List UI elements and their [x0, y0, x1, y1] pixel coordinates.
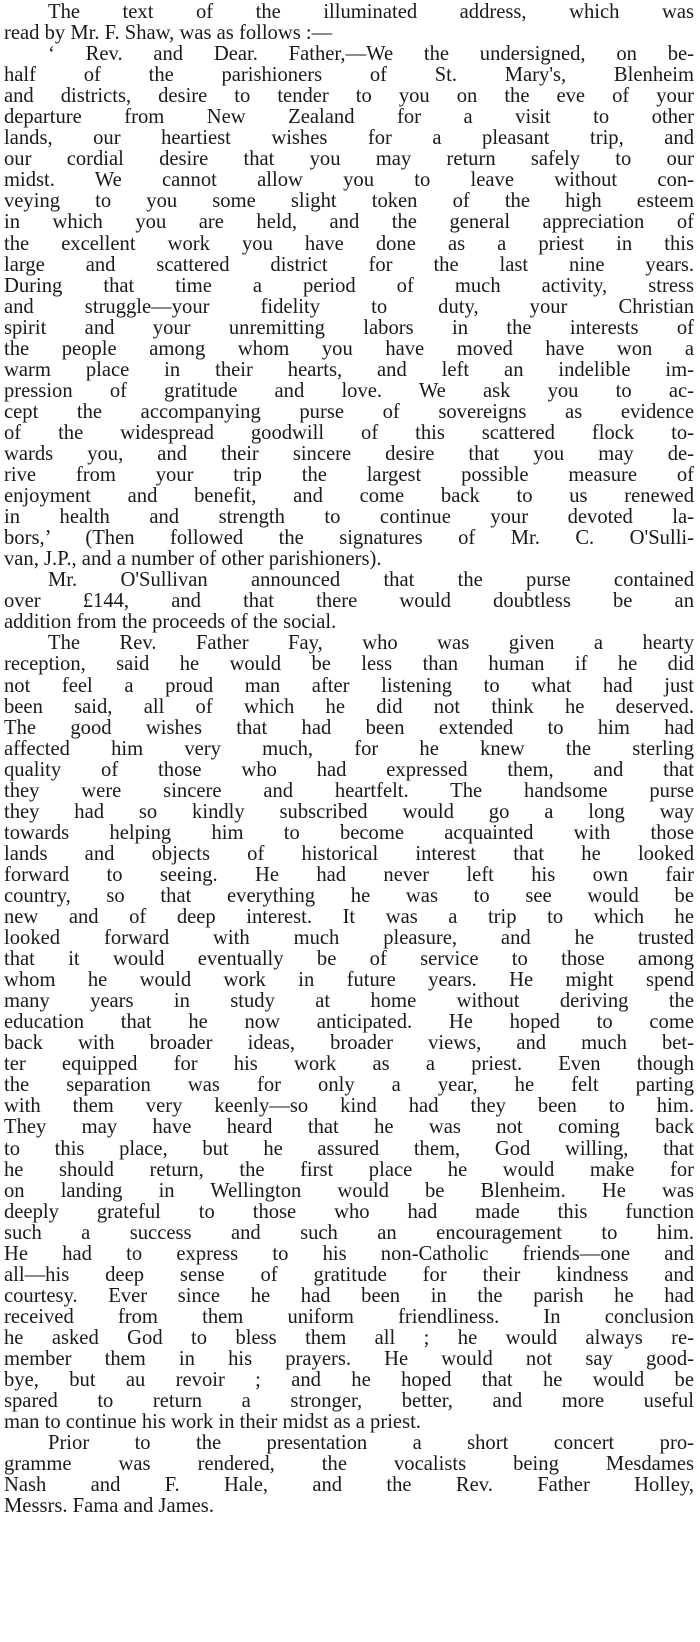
intro-paragraph	[4, 2, 694, 44]
text-line: rive from your trip the largest possible measure of	[4, 465, 694, 487]
text-line: bors,’ (Then followed the signatures of Mr. C. O'Sulli-	[4, 528, 694, 550]
text-line: large and scattered district for the last nine years.	[4, 254, 694, 276]
text-line: the separation was for only a year, he felt parting	[4, 1075, 694, 1097]
text-line: received from them uniform friendliness. In conclusion	[4, 1306, 694, 1328]
text-line: The text of the illuminated address, which was	[48, 2, 694, 23]
text-line: man to continue his work in their midst as a priest.	[4, 1412, 421, 1434]
text-line: country, so that everything he was to see would be	[4, 885, 694, 907]
text-line: half of the parishioners of St. Mary's, Blenheim	[4, 65, 694, 87]
text-line: ter equipped for his work as a priest. Even though	[4, 1054, 694, 1076]
text-line: pression of gratitude and love. We ask you to ac-	[4, 380, 694, 402]
text-line: veying to you some slight token of the high esteem	[4, 191, 694, 213]
text-line: midst. We cannot allow you to leave without con-	[4, 170, 694, 192]
text-line: such a success and such an encouragement to him.	[4, 1222, 694, 1244]
text-line: cept the accompanying purse of sovereigns as evidence	[4, 401, 694, 423]
text-line: our cordial desire that you may return safely to our	[4, 149, 694, 171]
text-line: Nash and F. Hale, and the Rev. Father Holley,	[4, 1475, 694, 1497]
text-line: many years in study at home without deriving the	[4, 991, 694, 1013]
text-line: that it would eventually be of service to those among	[4, 949, 694, 971]
text-line: ‘ Rev. and Dear. Father,—We the undersigned, on be-	[48, 44, 694, 66]
text-line: forward to seeing. He had never left his own fair	[4, 864, 694, 886]
text-line: on landing in Wellington would be Blenheim. He was	[4, 1180, 694, 1202]
text-line: gramme was rendered, the vocalists being Mesdames	[4, 1454, 694, 1476]
text-line: The good wishes that had been extended to him had	[4, 717, 694, 739]
text-line: departure from New Zealand for a visit to other	[4, 107, 694, 129]
text-line: van, J.P., and a number of other parishioners).	[4, 549, 382, 571]
text-line: new and of deep interest. It was a trip to which he	[4, 907, 694, 929]
text-line: all—his deep sense of gratitude for their kindness and	[4, 1264, 694, 1286]
text-line: lands, our heartiest wishes for a pleasant trip, and	[4, 128, 694, 150]
text-line: he should return, the first place he would make for	[4, 1159, 694, 1181]
text-line: with them very keenly—so kind had they been to him.	[4, 1096, 694, 1118]
text-line: the excellent work you have done as a priest in this	[4, 233, 694, 255]
text-line: wards you, and their sincere desire that you may de-	[4, 443, 694, 465]
article-body	[4, 2, 694, 1517]
text-line: They may have heard that he was not coming back	[4, 1117, 694, 1139]
text-line: been said, all of which he did not think he deserved.	[4, 696, 694, 718]
text-line: Mr. O'Sullivan announced that the purse contained	[48, 570, 694, 592]
text-line: towards helping him to become acquainted with those	[4, 822, 694, 844]
text-line: he asked God to bless them all ; he would always re-	[4, 1327, 694, 1349]
reply-paragraph	[4, 633, 694, 1433]
text-line: warm place in their hearts, and left an indelible im-	[4, 359, 694, 381]
text-line: spared to return a stronger, better, and more useful	[4, 1391, 694, 1413]
text-line: not feel a proud man after listening to what had just	[4, 675, 694, 697]
text-line: spirit and your unremitting labors in the interests of	[4, 317, 694, 339]
text-line: in which you are held, and the general appreciation of	[4, 212, 694, 234]
text-line: The Rev. Father Fay, who was given a hearty	[48, 633, 694, 655]
address-paragraph	[4, 44, 694, 570]
text-line: and struggle—your fidelity to duty, your Christian	[4, 296, 694, 318]
text-line: reception, said he would be less than human if he did	[4, 654, 694, 676]
text-line: quality of those who had expressed them, and that	[4, 759, 694, 781]
text-line: lands and objects of historical interest that he looked	[4, 843, 694, 865]
text-line: looked forward with much pleasure, and he trusted	[4, 928, 694, 950]
text-line: in health and strength to continue your devoted la-	[4, 507, 694, 529]
text-line: education that he now anticipated. He hoped to come	[4, 1012, 694, 1034]
text-line: During that time a period of much activity, stress	[4, 275, 694, 297]
text-line: addition from the proceeds of the social.	[4, 612, 337, 634]
text-line: back with broader ideas, broader views, and much bet-	[4, 1033, 694, 1055]
text-line: whom he would work in future years. He might spend	[4, 970, 694, 992]
purse-paragraph	[4, 570, 694, 633]
text-line: affected him very much, for he knew the sterling	[4, 738, 694, 760]
text-line: they had so kindly subscribed would go a long way	[4, 801, 694, 823]
text-line: He had to express to his non-Catholic friends—one and	[4, 1243, 694, 1265]
text-line: bye, but au revoir ; and he hoped that he would be	[4, 1370, 694, 1392]
text-line: and districts, desire to tender to you on the eve of your	[4, 86, 694, 108]
text-line: enjoyment and benefit, and come back to us renewed	[4, 486, 694, 508]
text-line: to this place, but he assured them, God willing, that	[4, 1138, 694, 1160]
text-line: the people among whom you have moved have won a	[4, 338, 694, 360]
text-line: they were sincere and heartfelt. The handsome purse	[4, 780, 694, 802]
text-line: Prior to the presentation a short concert pro-	[48, 1433, 694, 1455]
text-line: of the widespread goodwill of this scattered flock to-	[4, 422, 694, 444]
text-line: courtesy. Ever since he had been in the parish he had	[4, 1285, 694, 1307]
text-line: member them in his prayers. He would not say good-	[4, 1349, 694, 1370]
text-line: read by Mr. F. Shaw, was as follows :—	[4, 23, 333, 45]
text-line: deeply grateful to those who had made this function	[4, 1201, 694, 1223]
text-line: Messrs. Fama and James.	[4, 1496, 214, 1518]
text-line: over £144, and that there would doubtless be an	[4, 591, 694, 613]
concert-paragraph	[4, 1433, 694, 1517]
